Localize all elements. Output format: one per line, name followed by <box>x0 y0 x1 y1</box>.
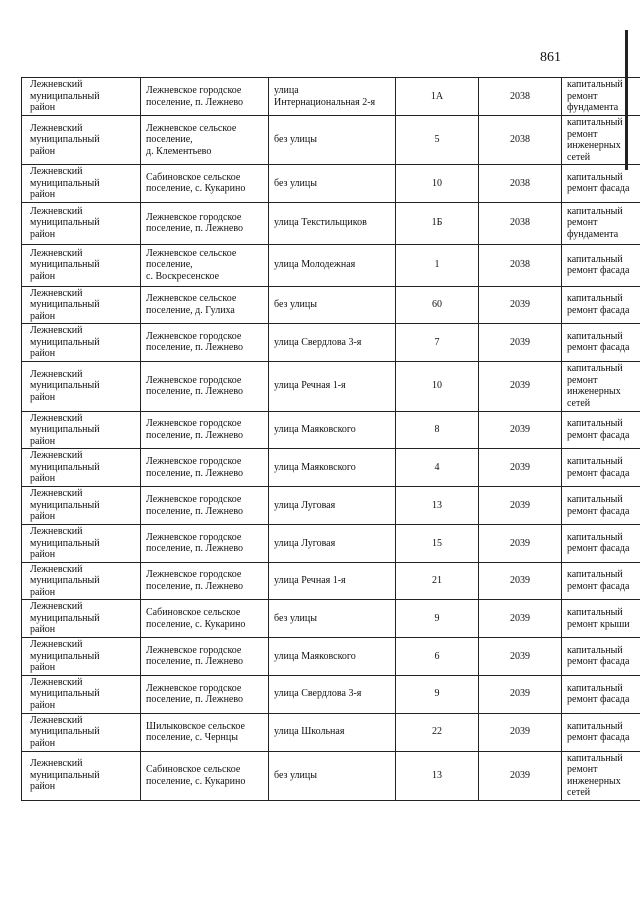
year-cell-text: 2039 <box>510 650 530 662</box>
street-cell-text: улица Молодежная <box>274 259 356 271</box>
work-type-cell-text: капитальный ремонт фасада <box>567 494 630 517</box>
year-cell-text: 2039 <box>510 769 530 781</box>
settlement-cell-text: Лежневское сельское поселение, с. Воскресенское <box>146 247 237 282</box>
district-cell-text: Лежневский муниципальный район <box>30 287 100 322</box>
year-cell <box>479 116 562 165</box>
year-cell <box>479 78 562 116</box>
street-cell <box>269 562 396 600</box>
house-number-cell <box>396 751 479 800</box>
street-cell-text: улица Текстильщиков <box>274 217 367 229</box>
street-cell-text: без улицы <box>274 299 317 310</box>
district-cell <box>22 361 141 411</box>
work-type-cell-text: капитальный ремонт инженерных сетей <box>567 363 623 409</box>
settlement-cell-text: Лежневское сельское поселение, д. Гулиха <box>146 293 237 316</box>
work-type-cell <box>562 244 640 286</box>
district-cell <box>22 449 141 487</box>
district-cell <box>22 562 141 600</box>
house-number-cell <box>396 562 479 600</box>
work-type-cell-text: капитальный ремонт фундамента <box>567 79 623 114</box>
settlement-cell <box>141 78 269 116</box>
year-cell-text: 2039 <box>510 380 530 392</box>
settlement-cell <box>141 361 269 411</box>
house-number-cell <box>396 600 479 638</box>
work-type-cell <box>562 600 640 638</box>
settlement-cell-text: Лежневское сельское поселение, д. Клементьево <box>146 122 237 157</box>
district-cell-text: Лежневский муниципальный район <box>30 676 100 711</box>
work-type-cell-text: капитальный ремонт фасада <box>567 720 630 743</box>
street-cell <box>269 411 396 449</box>
district-cell <box>22 713 141 751</box>
settlement-cell <box>141 525 269 563</box>
house-number-cell-text: 4 <box>434 461 440 473</box>
table-row <box>22 525 640 563</box>
district-cell <box>22 116 141 165</box>
work-type-cell <box>562 751 640 800</box>
district-cell-text: Лежневский муниципальный район <box>30 412 100 447</box>
table-row <box>22 638 640 676</box>
street-cell-text: улица Свердлова 3-я <box>274 336 362 348</box>
table-row <box>22 675 640 713</box>
work-type-cell <box>562 165 640 203</box>
settlement-cell-text: Лежневское городское поселение, п. Лежнево <box>146 418 244 441</box>
district-cell-text: Лежневский муниципальный район <box>30 166 100 200</box>
street-cell-text: улица Луговая <box>274 499 336 511</box>
house-number-cell-text: 13 <box>432 499 442 511</box>
work-type-cell-text: капитальный ремонт фасада <box>567 644 630 668</box>
table-row <box>22 487 640 525</box>
district-cell-text: Лежневский муниципальный район <box>30 601 100 636</box>
table-row <box>22 78 640 116</box>
settlement-cell <box>141 116 269 165</box>
table-row <box>22 361 640 411</box>
year-cell <box>479 713 562 751</box>
work-type-cell-text: капитальный ремонт фасада <box>567 569 630 592</box>
work-type-cell-text: капитальный ремонт фасада <box>567 171 630 195</box>
house-number-cell-text: 9 <box>434 688 440 700</box>
street-cell <box>269 244 396 286</box>
table-row <box>22 600 640 638</box>
street-cell-text: без улицы <box>274 134 317 146</box>
house-number-cell <box>396 638 479 676</box>
year-cell <box>479 638 562 676</box>
house-number-cell <box>396 202 479 244</box>
table-row <box>22 202 640 244</box>
table-row <box>22 244 640 286</box>
year-cell <box>479 675 562 713</box>
settlement-cell-text: Лежневское городское поселение, п. Лежнево <box>146 374 244 397</box>
district-cell-text: Лежневский муниципальный район <box>30 79 100 114</box>
street-cell-text: улица Интернациональная 2-я <box>274 85 376 108</box>
settlement-cell <box>141 286 269 324</box>
year-cell <box>479 361 562 411</box>
district-cell-text: Лежневский муниципальный район <box>30 325 100 359</box>
settlement-cell-text: Лежневское городское поселение, п. Лежнево <box>146 682 244 705</box>
street-cell-text: улица Речная 1-я <box>274 575 346 586</box>
district-cell <box>22 202 141 244</box>
house-number-cell <box>396 324 479 362</box>
house-number-cell <box>396 244 479 286</box>
district-cell <box>22 286 141 324</box>
settlement-cell-text: Лежневское городское поселение, п. Лежнево <box>146 330 244 354</box>
work-type-cell <box>562 638 640 676</box>
house-number-cell <box>396 675 479 713</box>
district-cell-text: Лежневский муниципальный район <box>30 247 100 282</box>
table-row <box>22 562 640 600</box>
table-row <box>22 324 640 362</box>
district-cell <box>22 751 141 800</box>
street-cell <box>269 361 396 411</box>
settlement-cell-text: Лежневское городское поселение, п. Лежнево <box>146 456 244 479</box>
year-cell-text: 2039 <box>510 537 530 549</box>
year-cell-text: 2039 <box>510 461 530 473</box>
house-number-cell-text: 13 <box>432 769 442 781</box>
district-cell <box>22 600 141 638</box>
work-type-cell-text: капитальный ремонт фасада <box>567 253 630 276</box>
district-cell <box>22 78 141 116</box>
year-cell <box>479 751 562 800</box>
district-cell <box>22 638 141 676</box>
year-cell-text: 2038 <box>510 90 530 102</box>
house-number-cell-text: 10 <box>432 177 442 189</box>
district-cell <box>22 324 141 362</box>
street-cell-text: улица Свердлова 3-я <box>274 688 362 700</box>
table-row <box>22 411 640 449</box>
house-number-cell-text: 21 <box>432 575 442 586</box>
table-row <box>22 116 640 165</box>
district-cell-text: Лежневский муниципальный район <box>30 526 100 560</box>
house-number-cell-text: 1А <box>430 90 444 102</box>
district-cell-text: Лежневский муниципальный район <box>30 639 100 673</box>
work-type-cell <box>562 525 640 563</box>
year-cell-text: 2039 <box>510 688 530 700</box>
year-cell <box>479 525 562 563</box>
year-cell-text: 2039 <box>510 424 530 435</box>
street-cell <box>269 600 396 638</box>
year-cell <box>479 411 562 449</box>
house-number-cell-text: 22 <box>432 726 442 738</box>
year-cell-text: 2038 <box>510 259 530 271</box>
settlement-cell-text: Сабиновское сельское поселение, с. Кукарино <box>146 171 246 195</box>
table-row <box>22 751 640 800</box>
settlement-cell-text: Лежневское городское поселение, п. Лежнево <box>146 494 244 517</box>
settlement-cell-text: Лежневское городское поселение, п. Лежнево <box>146 531 244 555</box>
work-type-cell-text: капитальный ремонт фасада <box>567 682 630 705</box>
house-number-cell <box>396 116 479 165</box>
street-cell-text: без улицы <box>274 612 317 624</box>
street-cell <box>269 116 396 165</box>
street-cell <box>269 324 396 362</box>
settlement-cell <box>141 324 269 362</box>
year-cell-text: 2039 <box>510 726 530 738</box>
table-row <box>22 165 640 203</box>
year-cell <box>479 202 562 244</box>
house-number-cell-text: 1 <box>434 259 440 271</box>
settlement-cell <box>141 487 269 525</box>
district-cell-text: Лежневский муниципальный район <box>30 368 100 403</box>
house-number-cell-text: 9 <box>434 612 440 624</box>
year-cell-text: 2039 <box>510 336 530 348</box>
year-cell <box>479 244 562 286</box>
repair-schedule-table <box>21 77 640 801</box>
house-number-cell-text: 6 <box>434 650 440 662</box>
year-cell-text: 2039 <box>510 499 530 511</box>
year-cell <box>479 165 562 203</box>
year-cell <box>479 286 562 324</box>
settlement-cell-text: Шилыковское сельское поселение, с. Чернцы <box>146 720 245 743</box>
table-body <box>22 78 640 801</box>
work-type-cell-text: капитальный ремонт фасада <box>567 293 630 316</box>
settlement-cell-text: Лежневское городское поселение, п. Лежнево <box>146 644 244 668</box>
year-cell-text: 2038 <box>510 217 530 229</box>
settlement-cell <box>141 411 269 449</box>
work-type-cell <box>562 449 640 487</box>
work-type-cell-text: капитальный ремонт фасада <box>567 418 630 441</box>
work-type-cell-text: капитальный ремонт инженерных сетей <box>567 752 623 798</box>
year-cell <box>479 449 562 487</box>
district-cell-text: Лежневский муниципальный район <box>30 714 100 749</box>
street-cell <box>269 449 396 487</box>
settlement-cell-text: Лежневское городское поселение, п. Лежнево <box>146 569 244 592</box>
work-type-cell-text: капитальный ремонт фасада <box>567 330 630 354</box>
settlement-cell <box>141 675 269 713</box>
house-number-cell <box>396 487 479 525</box>
table-row <box>22 286 640 324</box>
work-type-cell <box>562 286 640 324</box>
house-number-cell <box>396 449 479 487</box>
street-cell-text: улица Школьная <box>274 726 345 738</box>
street-cell <box>269 713 396 751</box>
settlement-cell-text: Лежневское городское поселение, п. Лежнево <box>146 211 244 234</box>
work-type-cell-text: капитальный ремонт фундамента <box>567 205 623 240</box>
house-number-cell-text: 5 <box>434 134 440 146</box>
house-number-cell-text: 60 <box>432 299 442 310</box>
settlement-cell <box>141 600 269 638</box>
settlement-cell <box>141 638 269 676</box>
table-row <box>22 449 640 487</box>
street-cell-text: улица Маяковского <box>274 650 356 662</box>
settlement-cell-text: Лежневское городское поселение, п. Лежнево <box>146 85 244 108</box>
year-cell <box>479 562 562 600</box>
year-cell <box>479 600 562 638</box>
district-cell <box>22 487 141 525</box>
street-cell <box>269 638 396 676</box>
district-cell-text: Лежневский муниципальный район <box>30 758 100 793</box>
house-number-cell-text: 8 <box>434 424 440 435</box>
district-cell-text: Лежневский муниципальный район <box>30 563 100 598</box>
street-cell <box>269 165 396 203</box>
house-number-cell <box>396 525 479 563</box>
house-number-cell-text: 1Б <box>431 217 443 229</box>
street-cell-text: без улицы <box>274 177 317 189</box>
work-type-cell <box>562 675 640 713</box>
year-cell-text: 2039 <box>510 575 530 586</box>
settlement-cell-text: Сабиновское сельское поселение, с. Кукарино <box>146 764 246 787</box>
house-number-cell-text: 7 <box>434 336 440 348</box>
house-number-cell <box>396 78 479 116</box>
street-cell-text: улица Речная 1-я <box>274 380 346 392</box>
settlement-cell <box>141 202 269 244</box>
year-cell <box>479 324 562 362</box>
district-cell-text: Лежневский муниципальный район <box>30 122 100 157</box>
street-cell-text: улица Маяковского <box>274 424 356 435</box>
district-cell-text: Лежневский муниципальный район <box>30 205 100 240</box>
district-cell <box>22 525 141 563</box>
district-cell-text: Лежневский муниципальный район <box>30 488 100 523</box>
settlement-cell <box>141 244 269 286</box>
street-cell-text: улица Маяковского <box>274 461 356 473</box>
house-number-cell <box>396 411 479 449</box>
work-type-cell <box>562 562 640 600</box>
work-type-cell-text: капитальный ремонт крыши <box>567 607 630 630</box>
district-cell-text: Лежневский муниципальный район <box>30 450 100 485</box>
house-number-cell-text: 15 <box>432 537 442 549</box>
table-row <box>22 713 640 751</box>
year-cell-text: 2039 <box>510 299 530 310</box>
street-cell <box>269 675 396 713</box>
work-type-cell <box>562 713 640 751</box>
year-cell-text: 2038 <box>510 177 530 189</box>
street-cell-text: без улицы <box>274 769 317 781</box>
street-cell <box>269 487 396 525</box>
year-cell-text: 2038 <box>510 134 530 146</box>
work-type-cell-text: капитальный ремонт фасада <box>567 531 630 555</box>
house-number-cell <box>396 361 479 411</box>
work-type-cell <box>562 487 640 525</box>
street-cell <box>269 202 396 244</box>
year-cell-text: 2039 <box>510 612 530 624</box>
page-number: 861 <box>540 50 561 65</box>
street-cell <box>269 286 396 324</box>
house-number-cell <box>396 713 479 751</box>
settlement-cell <box>141 751 269 800</box>
house-number-cell <box>396 286 479 324</box>
work-type-cell <box>562 78 640 116</box>
year-cell <box>479 487 562 525</box>
work-type-cell <box>562 361 640 411</box>
street-cell <box>269 751 396 800</box>
work-type-cell <box>562 324 640 362</box>
work-type-cell <box>562 116 640 165</box>
work-type-cell <box>562 411 640 449</box>
work-type-cell-text: капитальный ремонт фасада <box>567 456 630 479</box>
district-cell <box>22 411 141 449</box>
settlement-cell <box>141 562 269 600</box>
street-cell <box>269 78 396 116</box>
street-cell-text: улица Луговая <box>274 537 336 549</box>
house-number-cell <box>396 165 479 203</box>
district-cell <box>22 675 141 713</box>
work-type-cell-text: капитальный ремонт инженерных сетей <box>567 117 623 163</box>
district-cell <box>22 244 141 286</box>
settlement-cell <box>141 449 269 487</box>
street-cell <box>269 525 396 563</box>
settlement-cell <box>141 165 269 203</box>
house-number-cell-text: 10 <box>432 380 442 392</box>
district-cell <box>22 165 141 203</box>
settlement-cell-text: Сабиновское сельское поселение, с. Кукарино <box>146 607 246 630</box>
settlement-cell <box>141 713 269 751</box>
work-type-cell <box>562 202 640 244</box>
